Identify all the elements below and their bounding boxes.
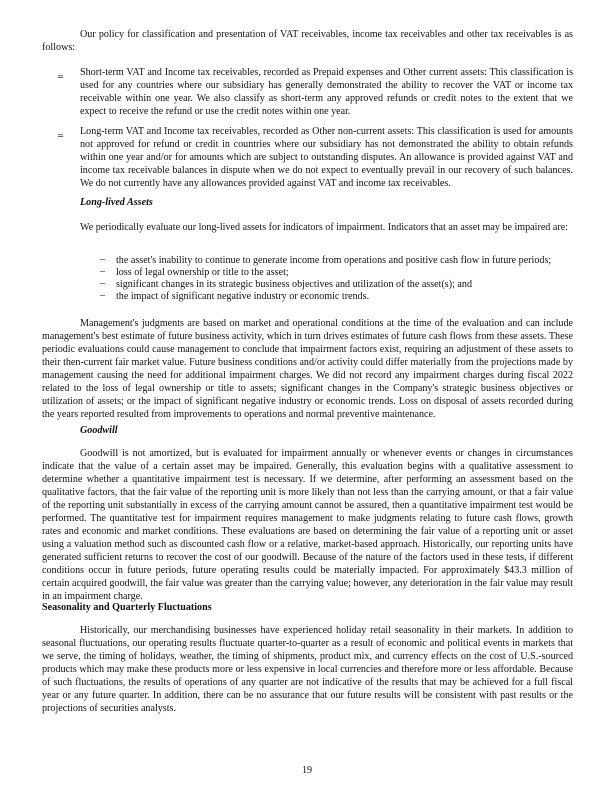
seasonality-body: Historically, our merchandising businesses have experienced holiday retail seasonality in their markets. In addition to seasonal fluctuations, our operating results fluctuate quarter-to-quarter as a result of economic and political events in markets that we serve, the timing of holidays, weather, the timing of shipments, product mix, and currency effects on the cost of U.S.-sourced products which may make these products more or less expensive in local currencies and therefore more or less affordable. Because of such fluctuations, the results of operations of any quarter are not indicative of the results that may be achieved for a full fiscal year or any future quarter. In addition, there can be no assurance that our future results will be consistent with past results or the projections of securities analysts. xyxy=(42,625,573,714)
list-item-text: the impact of significant negative industry or economic trends. xyxy=(116,291,370,302)
goodwill-body: Goodwill is not amortized, but is evaluated for impairment annually or whenever events or changes in circumstances indicate that the value of a certain asset may be impaired. Generally, this evaluation begins with a qualitative assessment to determine whether a quantitative impairment test is necessary. If we determine, after performing an assessment based on the qualitative factors, that the fair value of the reporting unit is more likely than not less than the carrying amount, or that a fair value of the reporting unit substantially in excess of the carrying amount cannot be assured, then a quantitative impairment test would be performed. The quantitative test for impairment requires management to make judgments relating to future cash flows, growth rates and economic and market conditions. These evaluations are based on determining the fair value of a reporting unit or asset using a valuation method such as discounted cash flow or a relative, market-based approach. Historically, our reporting units have generated sufficient returns to recover the cost of our goodwill. Because of the nature of the factors used in these tests, if different conditions occur in future periods, future operating results could be materially impacted. For approximately $43.3 million of certain acquired goodwill, the fair value was greater than the carrying value; however, any deterioration in the fair value may result in an impairment charge. xyxy=(42,448,573,602)
list-item-text: loss of legal ownership or title to the asset; xyxy=(116,267,289,278)
impairment-indicators-list xyxy=(100,254,573,303)
list-marker: ‒ xyxy=(100,266,106,277)
policy-bullet-long-term xyxy=(58,125,573,190)
goodwill-heading: Goodwill xyxy=(80,425,118,436)
bullet-marker: ‗ xyxy=(58,126,64,137)
bullet-marker: ‗ xyxy=(58,67,64,78)
long-lived-body: Management's judgments are based on market and operational conditions at the time of the evaluation and can include management's best estimate of future business activity, which in turn drives estimates of future cash flows from these assets. These periodic evaluations could cause management to conclude that impairment factors exist, requiring an adjustment of these assets to their then-current fair market value. Future business conditions and/or activity could differ materially from the projections made by management causing the need for additional impairment charges. We did not record any impairment charges during fiscal 2022 related to the loss of legal ownership or title to assets; significant changes in the Company's strategic business objectives or utilization of assets; or the impact of significant negative industry or economic trends. Loss on disposal of assets recorded during the years reported resulted from improvements to operations and normal preventive maintenance. xyxy=(42,318,573,420)
list-item-text: significant changes in its strategic business objectives and utilization of the asset(s); and xyxy=(116,279,472,290)
list-item-text: the asset's inability to continue to generate income from operations and positive cash flow in future periods; xyxy=(116,255,552,266)
policy-bullet-short-term xyxy=(58,66,573,118)
long-lived-assets-heading: Long-lived Assets xyxy=(80,197,153,208)
list-item xyxy=(100,266,573,279)
bullet-text: Long-term VAT and Income tax receivables, recorded as Other non-current assets: This classification is used for amounts not approved for refund or credit in countries where our subsidiary has not demonstrated the ability to obtain refunds within one year and/or for amounts which are subject to outstanding disputes. An allowance is provided against VAT and income tax receivable balances in dispute when we do not expect to eventually prevail in our recovery of such balances. We do not currently have any allowances provided against VAT and income tax receivables. xyxy=(80,126,573,189)
list-marker: ‒ xyxy=(100,278,106,289)
long-lived-intro: We periodically evaluate our long-lived assets for indicators of impairment. Indicators that an asset may be impaired are: xyxy=(80,222,569,233)
intro-paragraph: Our policy for classification and presentation of VAT receivables, income tax receivables and other tax receivables is as follows: xyxy=(42,29,573,53)
list-item xyxy=(100,254,573,267)
list-marker: ‒ xyxy=(100,254,106,265)
page-number: 19 xyxy=(301,765,313,776)
list-item xyxy=(100,278,573,291)
list-marker: ‒ xyxy=(100,290,106,301)
bullet-text: Short-term VAT and Income tax receivables, recorded as Prepaid expenses and Other current assets: This classification is used for any countries where our subsidiary has generally demonstrated the ability to recover the VAT or income tax receivable within one year. We also classify as short-term any approved refunds or credit notes to the extent that we expect to receive the refund or use the credit notes within one year. xyxy=(80,67,573,117)
seasonality-heading: Seasonality and Quarterly Fluctuations xyxy=(42,602,212,613)
list-item xyxy=(100,290,573,303)
